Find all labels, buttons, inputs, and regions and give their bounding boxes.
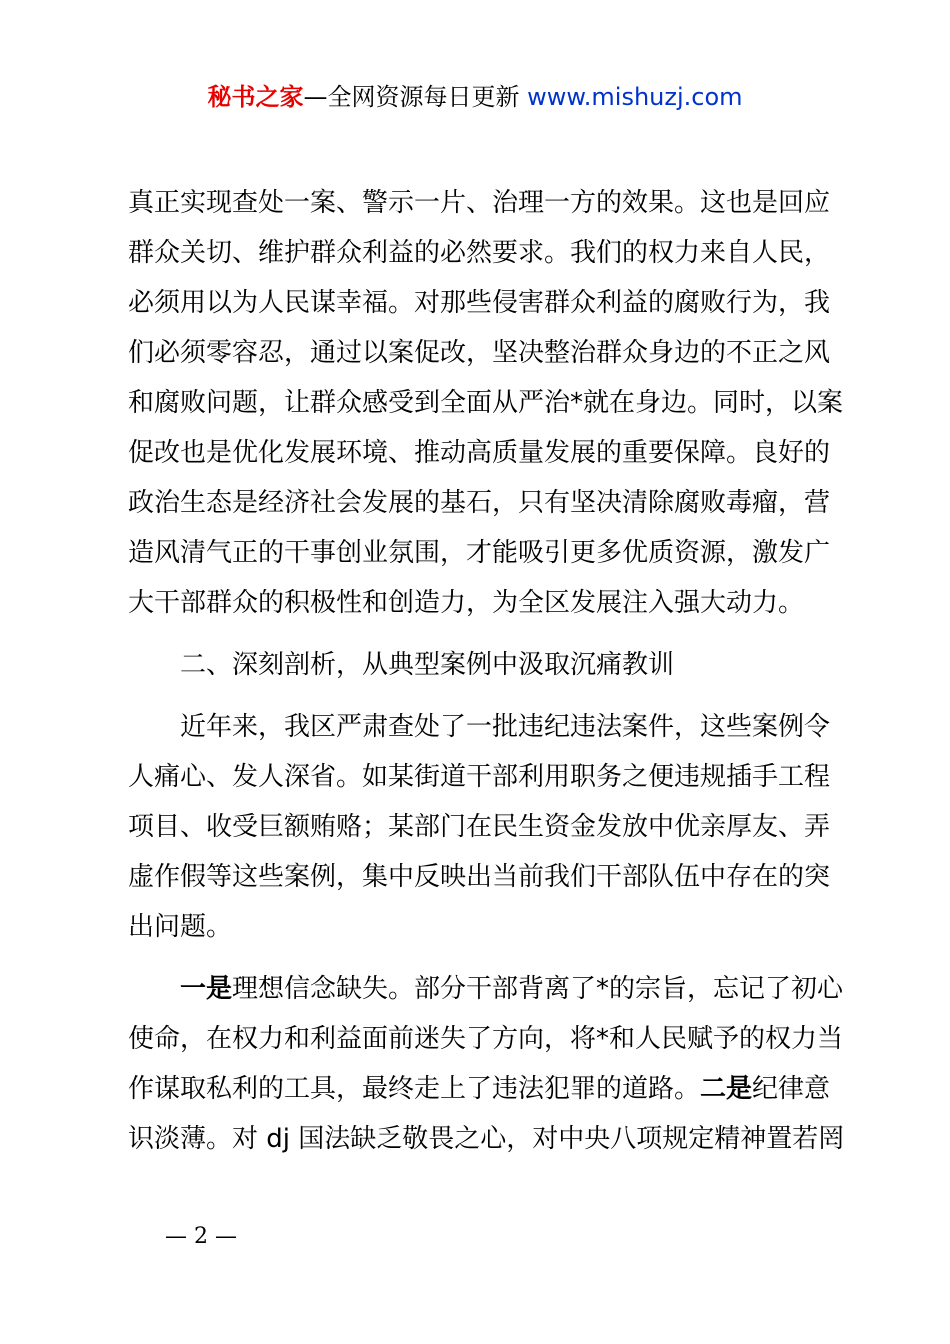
text-line: 识淡薄。对 dj 国法缺乏敬畏之心，对中央八项规定精神置若罔	[128, 1124, 845, 1154]
text-line: 虚作假等这些案例，集中反映出当前我们干部队伍中存在的突	[128, 862, 831, 892]
text-line: 群众关切、维护群众利益的必然要求。我们的权力来自人民，	[128, 238, 831, 268]
paragraph-3	[128, 964, 845, 1164]
site-url-link[interactable]: www.mishuzj.com	[527, 83, 743, 111]
bold-lead: 二是	[700, 1074, 753, 1104]
site-brand: 秘书之家	[207, 83, 304, 111]
text-line: 们必须零容忍，通过以案促改，坚决整治群众身边的不正之风	[128, 338, 831, 368]
text-line: 和腐败问题，让群众感受到全面从严治*就在身边。同时，以案	[128, 388, 844, 418]
text-line: 人痛心、发人深省。如某街道干部利用职务之便违规插手工程	[128, 762, 831, 792]
text-line: 政治生态是经济社会发展的基石，只有坚决清除腐败毒瘤，营	[128, 488, 831, 518]
text-line	[128, 1064, 832, 1114]
text-line: 项目、收受巨额贿赂；某部门在民生资金发放中优亲厚友、弄	[128, 812, 831, 842]
text-line: 大干部群众的积极性和创造力，为全区发展注入强大动力。	[128, 588, 805, 618]
text-line: 必须用以为人民谋幸福。对那些侵害群众利益的腐败行为，我	[128, 288, 831, 318]
text-span: 纪律意	[752, 1074, 831, 1104]
text-span: 理想信念缺失。部分干部背离了*的宗旨，忘记了初心	[232, 974, 844, 1004]
text-line	[128, 964, 844, 1014]
text-line: 出问题。	[128, 912, 233, 942]
text-span: 作谋取私利的工具，最终走上了违法犯罪的道路。	[128, 1074, 701, 1104]
site-tagline: —全网资源每日更新	[303, 83, 520, 111]
paragraph-1	[128, 178, 844, 628]
text-line: 促改也是优化发展环境、推动高质量发展的重要保障。良好的	[128, 438, 831, 468]
text-line: 使命，在权力和利益面前迷失了方向，将*和人民赋予的权力当	[128, 1024, 844, 1054]
text-line: 近年来，我区严肃查处了一批违纪违法案件，这些案例令	[180, 712, 831, 742]
page-number: — 2 —	[165, 1224, 237, 1249]
section-heading-2	[128, 640, 832, 690]
text-line: 造风清气正的干事创业氛围，才能吸引更多优质资源，激发广	[128, 538, 831, 568]
text-line: 真正实现查处一案、警示一片、治理一方的效果。这也是回应	[128, 188, 831, 218]
document-body	[128, 178, 845, 1164]
bold-lead: 一是	[180, 974, 233, 1004]
heading-text: 二、深刻剖析，从典型案例中汲取沉痛教训	[180, 650, 675, 680]
page-header	[0, 82, 950, 112]
paragraph-2	[128, 702, 832, 952]
